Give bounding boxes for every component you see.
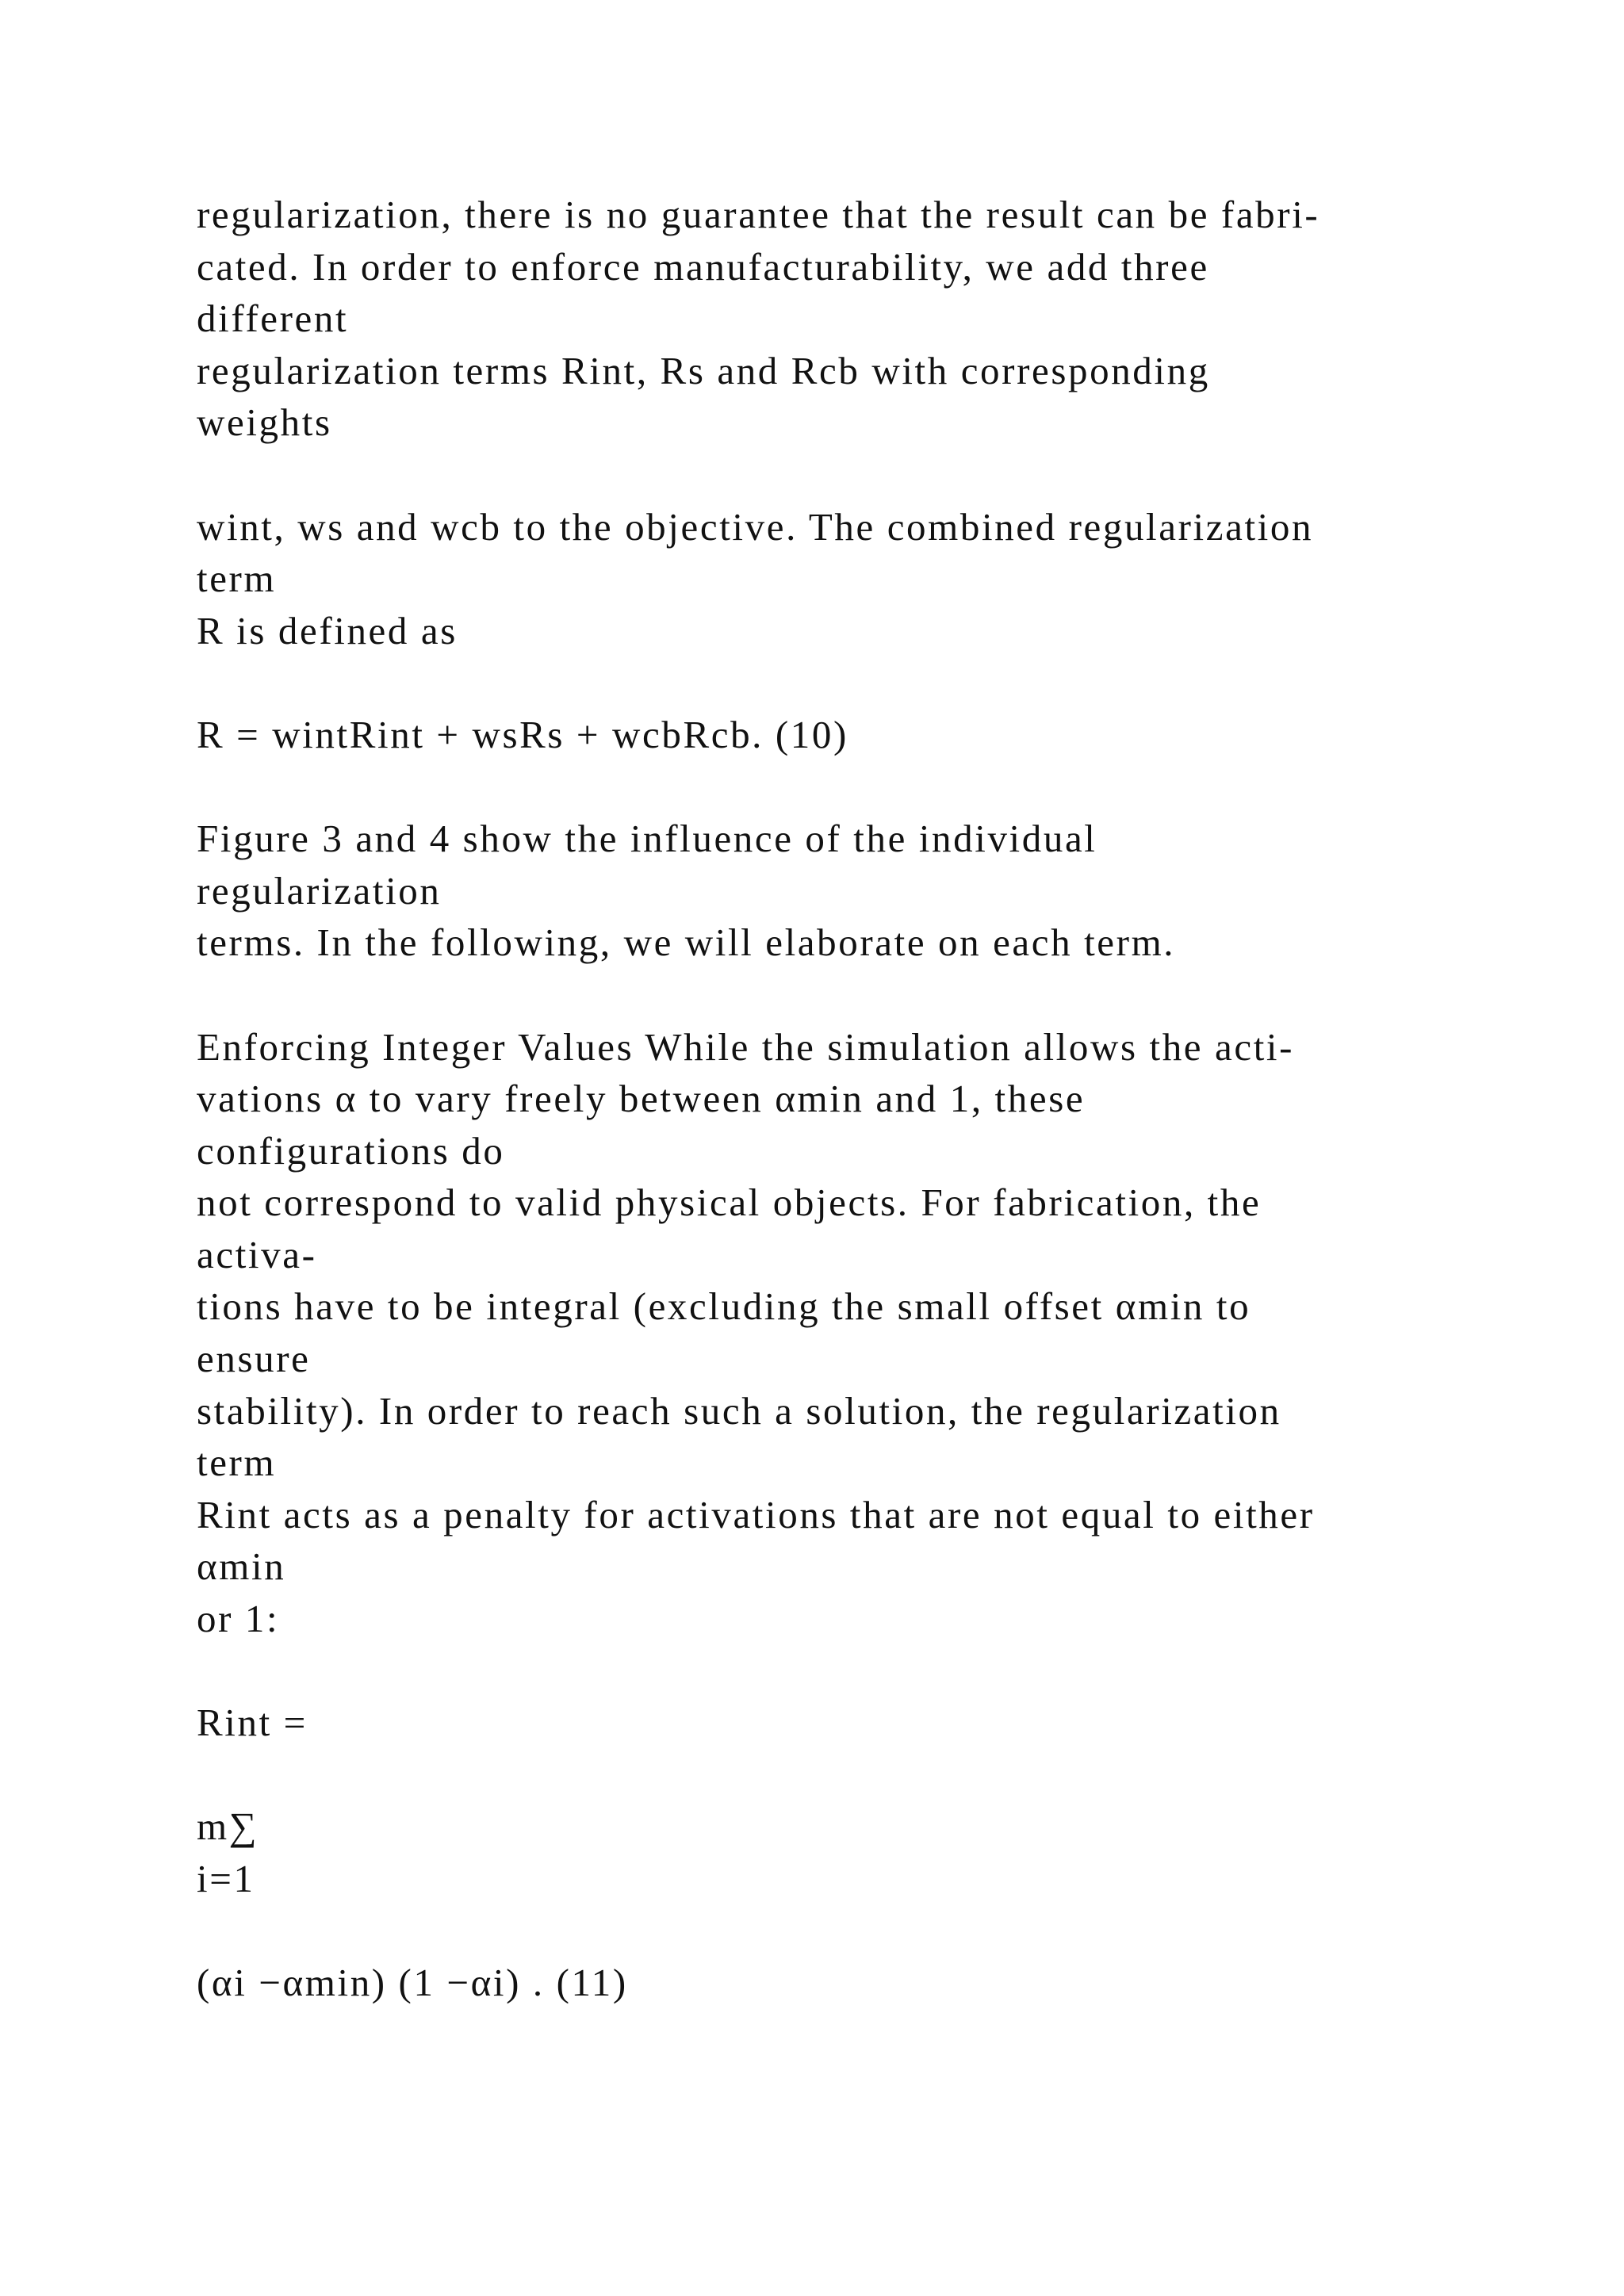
text-line: tions have to be integral (excluding the small offset αmin to (197, 1284, 1251, 1329)
text-line: stability). In order to reach such a solution, the regularization (197, 1388, 1281, 1433)
blank-line (197, 969, 1481, 1021)
equation-11-lhs: Rint = (197, 1701, 308, 1745)
text-line: or 1: (197, 1597, 280, 1641)
text-line: Figure 3 and 4 show the influence of the individual (197, 817, 1097, 861)
blank-line (197, 1645, 1481, 1697)
text-line: R is defined as (197, 608, 458, 652)
text-line: term (197, 1441, 277, 1485)
text-line: cated. In order to enforce manufacturability, we add three (197, 244, 1209, 289)
text-line: terms. In the following, we will elaborate on each term. (197, 920, 1176, 965)
text-line: wint, ws and wcb to the objective. The combined regularization (197, 504, 1314, 549)
text-line: term (197, 557, 277, 601)
blank-line (197, 761, 1481, 813)
text-line: configurations do (197, 1128, 505, 1173)
text-line: not correspond to valid physical objects. For fabrication, the (197, 1181, 1262, 1225)
text-line: activa- (197, 1232, 317, 1276)
text-line: ensure (197, 1337, 311, 1381)
text-line: Rint acts as a penalty for activations that are not equal to either (197, 1492, 1315, 1536)
summation-symbol: m∑ (197, 1804, 259, 1849)
equation-10: R = wintRint + wsRs + wcbRcb. (10) (197, 712, 848, 756)
summation-index: i=1 (197, 1857, 255, 1900)
text-line: regularization, there is no guarantee that the result can be fabri- (197, 193, 1320, 236)
text-line: regularization terms Rint, Rs and Rcb with corresponding (197, 348, 1210, 392)
text-line: weights (197, 400, 332, 445)
blank-line (197, 656, 1481, 709)
equation-11-rhs: (αi −αmin) (1 −αi) . (11) (197, 1961, 628, 2005)
text-line: regularization (197, 868, 442, 913)
paragraph-heading-line: Enforcing Integer Values While the simulation allows the acti- (197, 1024, 1295, 1069)
blank-line (197, 1905, 1481, 1957)
blank-line (197, 449, 1481, 501)
text-line: αmin (197, 1544, 286, 1589)
blank-line (197, 1749, 1481, 1801)
text-line: different (197, 297, 349, 341)
body-text (197, 189, 1481, 2009)
text-line: vations α to vary freely between αmin and 1, these (197, 1077, 1086, 1121)
